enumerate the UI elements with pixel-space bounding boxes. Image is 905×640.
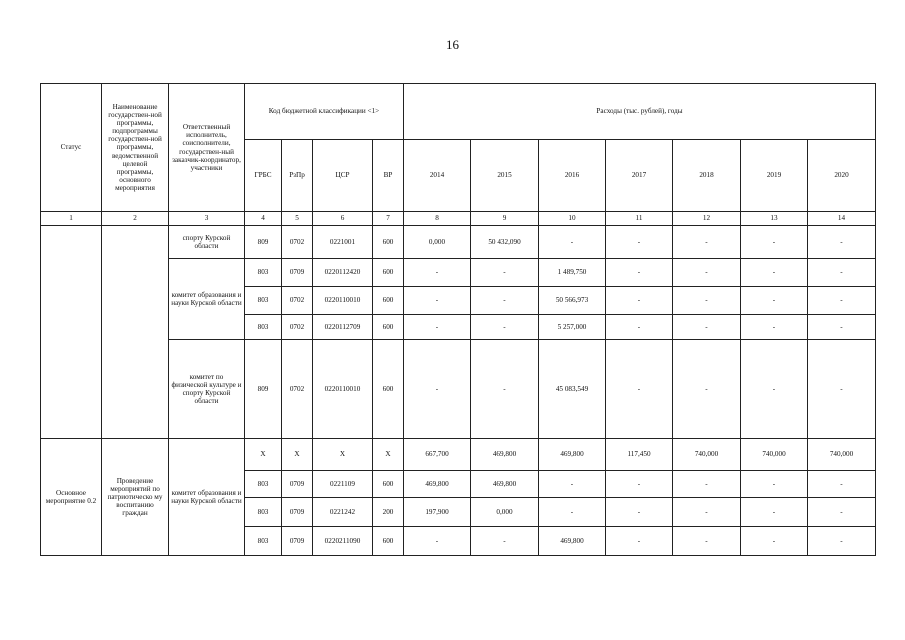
cell-2017: -: [606, 315, 673, 340]
responsible-cell: спорту Курской области: [169, 226, 245, 259]
cell-2018: -: [673, 527, 741, 556]
cell-2016: 45 083,549: [539, 340, 606, 439]
cell-2015: 469,800: [471, 471, 539, 498]
cell-2020: -: [808, 315, 876, 340]
cell-grbs: 803: [245, 287, 282, 315]
column-number: 4: [245, 212, 282, 226]
cell-2016: 1 489,750: [539, 259, 606, 287]
cell-2016: 469,800: [539, 527, 606, 556]
cell-2014: 0,000: [404, 226, 471, 259]
cell-rzpr: 0702: [282, 226, 313, 259]
cell-2014: 197,900: [404, 498, 471, 527]
cell-rzpr: 0709: [282, 471, 313, 498]
cell-2015: 50 432,090: [471, 226, 539, 259]
column-number: 10: [539, 212, 606, 226]
cell-2015: -: [471, 259, 539, 287]
cell-2018: -: [673, 226, 741, 259]
column-number: 2: [102, 212, 169, 226]
cell-2016: 469,800: [539, 439, 606, 471]
cell-2019: -: [741, 471, 808, 498]
name-cell: Проведение мероприятий по патриотическо му воспитанию граждан: [102, 439, 169, 556]
header-csr: ЦСР: [313, 140, 373, 212]
cell-2019: -: [741, 315, 808, 340]
header-year: 2020: [808, 140, 876, 212]
cell-2018: -: [673, 287, 741, 315]
column-number-row: [41, 212, 876, 226]
cell-2016: -: [539, 471, 606, 498]
header-year: 2015: [471, 140, 539, 212]
cell-2018: -: [673, 471, 741, 498]
cell-2017: -: [606, 259, 673, 287]
cell-2020: -: [808, 287, 876, 315]
header-year: 2019: [741, 140, 808, 212]
header-bcc: Код бюджетной классификации <1>: [245, 84, 404, 140]
header-responsible: Ответственный исполнитель, соисполнители, государствен-ный заказчик-координатор, участники: [169, 84, 245, 212]
cell-2017: -: [606, 287, 673, 315]
cell-2016: 5 257,000: [539, 315, 606, 340]
cell-vr: 600: [373, 226, 404, 259]
status-cell: Основное мероприятие 0.2: [41, 439, 102, 556]
status-cell-empty: [41, 226, 102, 439]
column-number: 1: [41, 212, 102, 226]
cell-csr: 0221242: [313, 498, 373, 527]
header-row-1: [41, 84, 876, 140]
cell-2020: -: [808, 340, 876, 439]
cell-2014: 667,700: [404, 439, 471, 471]
cell-2017: -: [606, 471, 673, 498]
cell-vr: 600: [373, 259, 404, 287]
cell-2019: -: [741, 498, 808, 527]
cell-rzpr: 0709: [282, 259, 313, 287]
cell-csr: 0221109: [313, 471, 373, 498]
cell-2015: -: [471, 315, 539, 340]
cell-grbs: 803: [245, 471, 282, 498]
cell-2017: -: [606, 527, 673, 556]
cell-rzpr: 0702: [282, 340, 313, 439]
cell-csr: 0220112420: [313, 259, 373, 287]
cell-grbs: 803: [245, 498, 282, 527]
cell-2018: -: [673, 315, 741, 340]
cell-2020: 740,000: [808, 439, 876, 471]
cell-rzpr: 0709: [282, 527, 313, 556]
cell-csr: Х: [313, 439, 373, 471]
cell-2014: -: [404, 315, 471, 340]
cell-csr: 0220110010: [313, 287, 373, 315]
cell-vr: 600: [373, 340, 404, 439]
cell-vr: 600: [373, 287, 404, 315]
cell-2015: 469,800: [471, 439, 539, 471]
column-number: 6: [313, 212, 373, 226]
cell-2019: 740,000: [741, 439, 808, 471]
cell-2016: 50 566,973: [539, 287, 606, 315]
column-number: 5: [282, 212, 313, 226]
cell-vr: 600: [373, 527, 404, 556]
column-number: 14: [808, 212, 876, 226]
cell-2019: -: [741, 340, 808, 439]
name-cell-empty: [102, 226, 169, 439]
responsible-cell: комитет образования и науки Курской области: [169, 439, 245, 556]
header-grbs: ГРБС: [245, 140, 282, 212]
cell-2019: -: [741, 287, 808, 315]
cell-2017: -: [606, 498, 673, 527]
cell-grbs: 809: [245, 340, 282, 439]
cell-grbs: 803: [245, 259, 282, 287]
cell-2017: -: [606, 340, 673, 439]
cell-vr: 200: [373, 498, 404, 527]
header-name: Наименование государствен-ной программы, подпрограммы государствен-ной программы, ведомственной целевой программы, основного мероприятия: [102, 84, 169, 212]
budget-table: [40, 83, 876, 556]
cell-vr: Х: [373, 439, 404, 471]
cell-2018: -: [673, 498, 741, 527]
cell-2016: -: [539, 498, 606, 527]
column-number: 11: [606, 212, 673, 226]
cell-2014: -: [404, 287, 471, 315]
column-number: 13: [741, 212, 808, 226]
cell-2020: -: [808, 498, 876, 527]
cell-2019: -: [741, 226, 808, 259]
column-number: 12: [673, 212, 741, 226]
cell-2020: -: [808, 471, 876, 498]
cell-2016: -: [539, 226, 606, 259]
cell-csr: 0220112709: [313, 315, 373, 340]
cell-grbs: Х: [245, 439, 282, 471]
header-year: 2014: [404, 140, 471, 212]
cell-vr: 600: [373, 315, 404, 340]
header-year: 2016: [539, 140, 606, 212]
header-year: 2017: [606, 140, 673, 212]
cell-rzpr: 0702: [282, 287, 313, 315]
cell-2017: -: [606, 226, 673, 259]
cell-2019: -: [741, 527, 808, 556]
cell-2014: -: [404, 527, 471, 556]
cell-rzpr: 0702: [282, 315, 313, 340]
cell-2020: -: [808, 259, 876, 287]
cell-2019: -: [741, 259, 808, 287]
cell-vr: 600: [373, 471, 404, 498]
cell-csr: 0220211090: [313, 527, 373, 556]
header-expenses: Расходы (тыс. рублей), годы: [404, 84, 876, 140]
cell-grbs: 803: [245, 527, 282, 556]
cell-2015: -: [471, 527, 539, 556]
table-row: [41, 439, 876, 471]
cell-csr: 0221001: [313, 226, 373, 259]
cell-grbs: 809: [245, 226, 282, 259]
table-row: [41, 226, 876, 259]
column-number: 3: [169, 212, 245, 226]
header-status: Статус: [41, 84, 102, 212]
cell-csr: 0220110010: [313, 340, 373, 439]
cell-2018: 740,000: [673, 439, 741, 471]
header-year: 2018: [673, 140, 741, 212]
cell-2014: 469,800: [404, 471, 471, 498]
cell-rzpr: 0709: [282, 498, 313, 527]
cell-2015: -: [471, 340, 539, 439]
cell-rzpr: Х: [282, 439, 313, 471]
cell-2015: -: [471, 287, 539, 315]
column-number: 9: [471, 212, 539, 226]
cell-2020: -: [808, 527, 876, 556]
column-number: 8: [404, 212, 471, 226]
cell-2014: -: [404, 340, 471, 439]
cell-2017: 117,450: [606, 439, 673, 471]
cell-2020: -: [808, 226, 876, 259]
page-number: 16: [446, 37, 459, 52]
cell-grbs: 803: [245, 315, 282, 340]
responsible-cell: комитет по физической культуре и спорту Курской области: [169, 340, 245, 439]
cell-2015: 0,000: [471, 498, 539, 527]
cell-2018: -: [673, 340, 741, 439]
column-number: 7: [373, 212, 404, 226]
header-rzpr: РзПр: [282, 140, 313, 212]
responsible-cell: комитет образования и науки Курской области: [169, 259, 245, 340]
cell-2014: -: [404, 259, 471, 287]
header-vr: ВР: [373, 140, 404, 212]
cell-2018: -: [673, 259, 741, 287]
